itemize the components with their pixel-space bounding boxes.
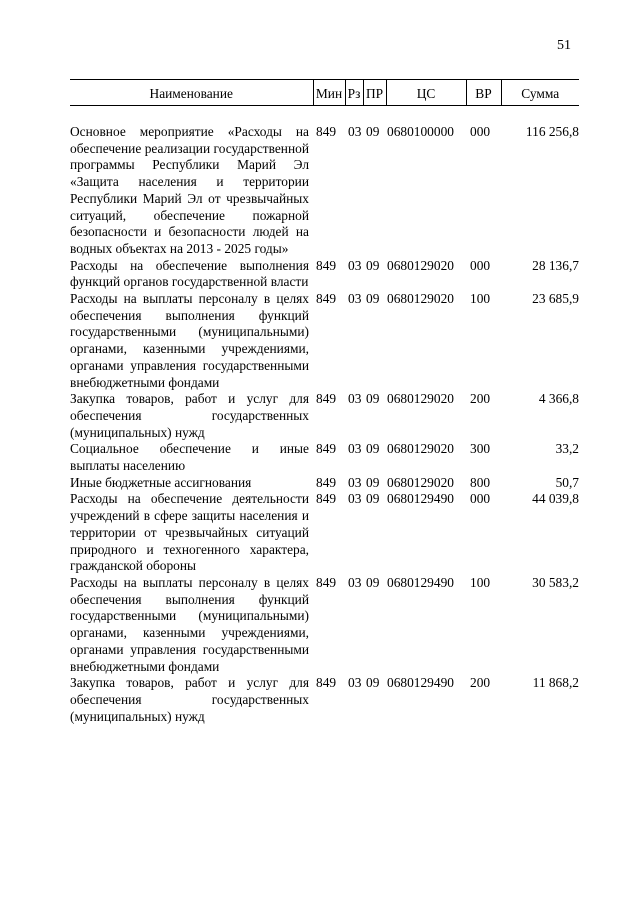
row-min: 849 xyxy=(316,491,337,507)
row-sum: 33,2 xyxy=(555,441,579,457)
row-rz: 03 xyxy=(348,291,362,307)
row-sum: 4 366,8 xyxy=(538,391,579,407)
row-cs: 0680129020 xyxy=(387,391,454,407)
row-pr: 09 xyxy=(366,124,380,139)
table-row xyxy=(70,575,579,675)
row-rz: 03 xyxy=(348,474,362,490)
header-pr: ПР xyxy=(363,80,386,106)
header-vr: ВР xyxy=(466,80,501,106)
table-row xyxy=(70,124,579,258)
row-pr: 09 xyxy=(366,675,380,691)
row-vr: 000 xyxy=(470,124,491,139)
row-min: 849 xyxy=(316,291,337,307)
row-cs: 0680129020 xyxy=(387,474,454,490)
row-min: 849 xyxy=(316,574,337,590)
header-rz: Рз xyxy=(345,80,363,106)
row-pr: 09 xyxy=(366,257,380,273)
row-vr: 100 xyxy=(470,574,491,590)
row-cs: 0680129020 xyxy=(387,291,454,307)
row-vr: 800 xyxy=(470,474,491,490)
page-number: 51 xyxy=(557,38,571,53)
row-cs: 0680100000 xyxy=(387,124,454,139)
table-row xyxy=(70,291,579,391)
row-cs: 0680129020 xyxy=(387,441,454,457)
row-pr: 09 xyxy=(366,291,380,307)
row-sum: 28 136,7 xyxy=(532,257,579,273)
row-pr: 09 xyxy=(366,491,380,507)
table-row xyxy=(70,675,579,725)
row-min: 849 xyxy=(316,391,337,407)
row-name: Социальное обеспечение и иные выплаты населению xyxy=(70,441,309,474)
row-vr: 000 xyxy=(470,257,491,273)
row-rz: 03 xyxy=(348,391,362,407)
row-rz: 03 xyxy=(348,124,362,139)
row-sum: 116 256,8 xyxy=(525,124,579,139)
header-sum: Сумма xyxy=(501,80,579,106)
row-pr: 09 xyxy=(366,391,380,407)
row-rz: 03 xyxy=(348,257,362,273)
row-sum: 30 583,2 xyxy=(532,574,579,590)
row-vr: 100 xyxy=(470,291,491,307)
row-vr: 000 xyxy=(470,491,491,507)
row-name: Расходы на обеспечение выполнения функций органов государственной власти xyxy=(70,257,309,290)
header-name: Наименование xyxy=(70,80,313,106)
header-min: Мин xyxy=(313,80,345,106)
row-min: 849 xyxy=(316,441,337,457)
row-sum: 50,7 xyxy=(555,474,579,490)
table-header-row xyxy=(70,80,579,106)
table-row xyxy=(70,258,579,291)
table-row xyxy=(70,491,579,575)
row-vr: 200 xyxy=(470,675,491,691)
row-vr: 200 xyxy=(470,391,491,407)
row-min: 849 xyxy=(316,257,337,273)
row-name: Закупка товаров, работ и услуг для обеспечения государственных (муниципальных) нужд xyxy=(70,675,309,724)
row-name: Расходы на выплаты персоналу в целях обеспечения выполнения функций государственными (муниципальными) органами, казенными учреждениями, органами управления государственными внебюджетными фондами xyxy=(70,574,309,674)
row-min: 849 xyxy=(316,124,337,139)
row-cs: 0680129490 xyxy=(387,491,454,507)
header-cs: ЦС xyxy=(386,80,466,106)
budget-table xyxy=(70,79,579,725)
row-name: Расходы на обеспечение деятельности учреждений в сфере защиты населения и территории от чрезвычайных ситуаций природного и техногенного характера, гражданской обороны xyxy=(70,491,309,574)
row-sum: 11 868,2 xyxy=(532,675,579,691)
row-name: Основное мероприятие «Расходы на обеспечение реализации государственной программы Республики Марий Эл «Защита населения и территории Республики Марий Эл от чрезвычайных ситуаций, обеспечение пожарной безопасности и безопасности людей на водных объектах на 2013 - 2025 годы» xyxy=(70,124,309,256)
row-cs: 0680129020 xyxy=(387,257,454,273)
row-rz: 03 xyxy=(348,441,362,457)
row-rz: 03 xyxy=(348,574,362,590)
header-spacer xyxy=(70,106,579,125)
row-pr: 09 xyxy=(366,574,380,590)
table-row xyxy=(70,391,579,441)
table-row xyxy=(70,441,579,474)
row-min: 849 xyxy=(316,474,337,490)
row-sum: 23 685,9 xyxy=(532,291,579,307)
row-name: Закупка товаров, работ и услуг для обеспечения государственных (муниципальных) нужд xyxy=(70,391,309,440)
row-name: Иные бюджетные ассигнования xyxy=(70,474,252,490)
table-body xyxy=(70,106,579,726)
row-sum: 44 039,8 xyxy=(532,491,579,507)
row-cs: 0680129490 xyxy=(387,574,454,590)
row-min: 849 xyxy=(316,675,337,691)
row-pr: 09 xyxy=(366,441,380,457)
row-pr: 09 xyxy=(366,474,380,490)
row-cs: 0680129490 xyxy=(387,675,454,691)
row-rz: 03 xyxy=(348,491,362,507)
row-rz: 03 xyxy=(348,675,362,691)
row-vr: 300 xyxy=(470,441,491,457)
table-row xyxy=(70,475,579,492)
row-name: Расходы на выплаты персоналу в целях обеспечения выполнения функций государственными (муниципальными) органами, казенными учреждениями, органами управления государственными внебюджетными фондами xyxy=(70,291,309,390)
